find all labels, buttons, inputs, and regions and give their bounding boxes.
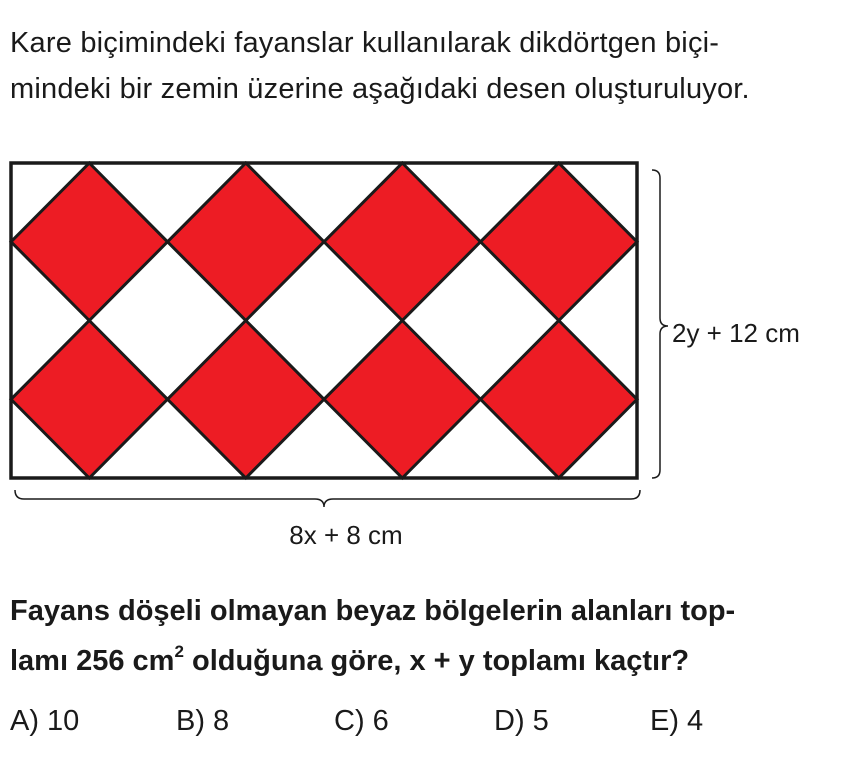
question-line-2-start: lamı 256 cm xyxy=(10,645,175,677)
option-a[interactable]: A) 10 xyxy=(10,705,80,737)
answer-options xyxy=(10,705,850,749)
area-unit-exponent: 2 xyxy=(174,642,184,662)
option-b[interactable]: B) 8 xyxy=(176,705,230,737)
red-tile xyxy=(11,321,168,479)
question-line-2-end: olduğuna göre, x + y toplamı kaçtır? xyxy=(183,645,690,677)
red-tile xyxy=(11,163,168,321)
width-label: 8x + 8 cm xyxy=(289,520,403,550)
option-c[interactable]: C) 6 xyxy=(334,705,389,737)
question-line-1: Fayans döşeli olmayan beyaz bölgelerin alanları top- xyxy=(10,595,736,627)
red-tile xyxy=(168,163,325,321)
height-label: 2y + 12 cm xyxy=(672,318,800,348)
tile-pattern-figure xyxy=(0,150,853,560)
width-brace xyxy=(15,490,640,507)
red-tile xyxy=(481,163,638,321)
red-tile xyxy=(324,163,481,321)
option-d[interactable]: D) 5 xyxy=(494,705,549,737)
red-tiles xyxy=(11,163,637,478)
red-tile xyxy=(481,321,638,479)
intro-line-1: Kare biçimindeki fayanslar kullanılarak dikdörtgen biçi- xyxy=(10,27,720,59)
question-text xyxy=(10,586,840,686)
red-tile xyxy=(168,321,325,479)
red-tile xyxy=(324,321,481,479)
intro-line-2: mindeki bir zemin üzerine aşağıdaki desen oluşturuluyor. xyxy=(10,73,750,105)
question-line-2 xyxy=(10,636,840,686)
height-brace xyxy=(652,170,668,478)
problem-intro xyxy=(10,20,830,112)
option-e[interactable]: E) 4 xyxy=(650,705,704,737)
